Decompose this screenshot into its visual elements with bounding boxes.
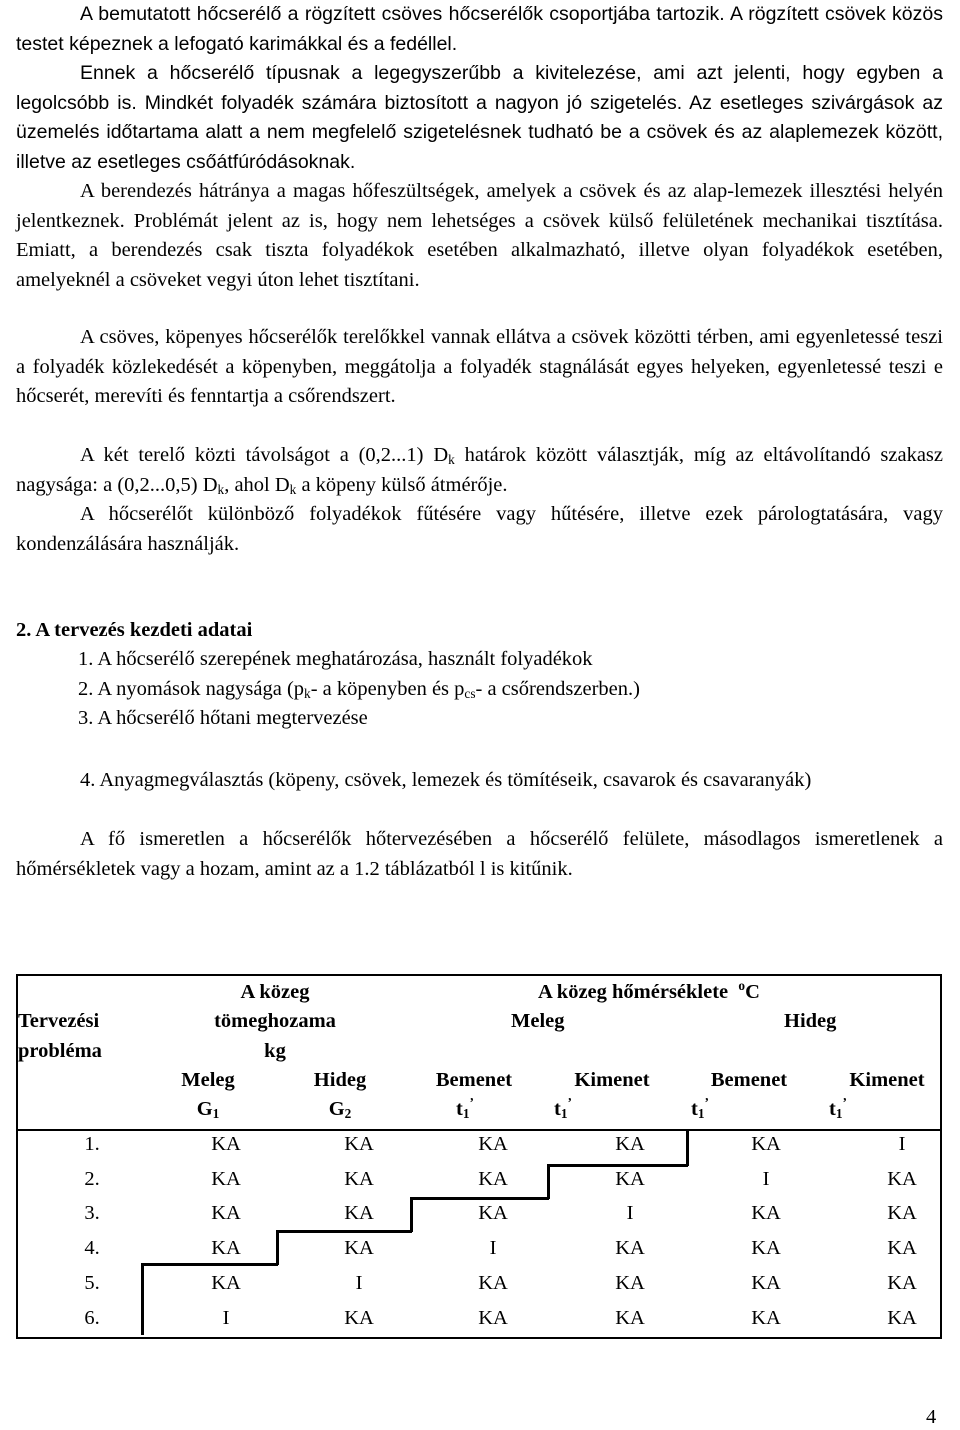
table-cell: KA <box>751 1133 781 1155</box>
staircase-divider <box>276 1230 279 1265</box>
paragraph-advantages: Ennek a hőcserélő típusnak a legegyszerűbb a kivitelezése, ami azt jelenti, hogy egyben a legolcsóbb is. Mindkét folyadék számára biztosított a nagyon jó szigetelés. Az esetleges szivárgások az üzemelés időtartama alatt a nem megfelelő szigetelésnek tudható be a csövek és az alaplemezek között, illetve az esetleges csőátfúródásoknak. <box>16 62 943 173</box>
row-number: 6. <box>84 1306 100 1329</box>
table-cell: KA <box>751 1271 781 1294</box>
table-cell: KA <box>615 1237 645 1260</box>
col-kimenet: Kimenet <box>574 1069 650 1091</box>
table-cell: I <box>489 1237 497 1260</box>
symbol-t1-prime: $t_1^’$ <box>554 1095 572 1121</box>
table-cell: KA <box>344 1167 374 1190</box>
table-cell: KA <box>211 1133 241 1155</box>
symbol-g2: $G_2$ <box>328 1098 352 1121</box>
table-cell: KA <box>478 1271 508 1294</box>
col-bemenet: Bemenet <box>710 1069 788 1091</box>
table-cell: KA <box>478 1202 508 1225</box>
col-meleg: Meleg <box>181 1069 235 1091</box>
col-hideg: Hideg <box>313 1069 367 1091</box>
table-cell: KA <box>211 1237 241 1260</box>
header-kg: kg <box>264 1040 286 1062</box>
list-item: 1. A hőcserélő szerepének meghatározása, használt folyadékok <box>78 648 593 670</box>
table-cell: KA <box>478 1167 508 1190</box>
staircase-divider <box>410 1197 413 1232</box>
header-tomeghozama: tömeghozama <box>214 1010 336 1032</box>
list-item: 3. A hőcserélő hőtani megtervezése <box>78 707 368 729</box>
table-cell: KA <box>615 1306 645 1329</box>
header-kozeg: A közeg <box>240 981 310 1003</box>
list-item: 4. Anyagmegválasztás (köpeny, csövek, lemezek és tömítéseik, csavarok és csavaranyák) <box>80 769 812 791</box>
table-cell: KA <box>211 1202 241 1225</box>
symbol-g1: $G_1$ <box>196 1098 220 1121</box>
staircase-divider <box>141 1263 144 1335</box>
page-number: 4 <box>926 1406 937 1428</box>
staircase-divider <box>547 1164 550 1199</box>
staircase-divider <box>686 1131 689 1166</box>
table-cell: KA <box>211 1167 241 1190</box>
table-cell: I <box>355 1271 363 1294</box>
row-number: 5. <box>84 1271 100 1294</box>
header-problema: probléma <box>18 1040 102 1062</box>
header-homerseklete: A közeg hőmérséklete $^o$C <box>538 978 760 1003</box>
table-cell: KA <box>887 1167 917 1190</box>
table-cell: KA <box>887 1306 917 1329</box>
row-number: 3. <box>84 1202 100 1225</box>
paragraph-disadvantages: A berendezés hátránya a magas hőfeszültségek, amelyek a csövek és az alap-lemezek illesztési helyén jelentkeznek. Problémát jelent az is, hogy nem lehetséges a csövek külső felületének mechanikai tisztítása. Emiatt, a berendezés csak tiszta folyadékok esetében alkalmazható, illetve olyan folyadékok esetében, amelyeknél a csöveket vegyi úton lehet tisztítani. <box>16 180 943 291</box>
symbol-t1-prime: $t_1^’$ <box>691 1095 709 1121</box>
paragraph-usage: A hőcserélőt különböző folyadékok fűtésére vagy hűtésére, illetve ezek párologtatására, vagy kondenzálására használják. <box>16 503 943 555</box>
staircase-divider <box>547 1164 688 1167</box>
header-tervezesi: Tervezési <box>18 1010 100 1032</box>
staircase-divider <box>410 1197 549 1200</box>
table-cell: KA <box>615 1271 645 1294</box>
header-divider <box>18 1129 940 1131</box>
table-cell: KA <box>478 1133 508 1155</box>
paragraph-unknowns: A fő ismeretlen a hőcserélők hőtervezésében a hőcserélő felülete, másodlagos ismeretlenek a hőmérsékletek vagy a hozam, amint az a 1.2 táblázatból l is kitűnik. <box>16 828 943 880</box>
table-cell: KA <box>887 1237 917 1260</box>
table-cell: KA <box>615 1167 645 1190</box>
table-cell: KA <box>478 1306 508 1329</box>
table-cell: KA <box>344 1202 374 1225</box>
row-number: 1. <box>84 1133 100 1155</box>
table-cell: KA <box>887 1202 917 1225</box>
table-cell: KA <box>344 1237 374 1260</box>
table-cell: I <box>222 1306 230 1329</box>
row-number: 2. <box>84 1167 100 1190</box>
table-cell: I <box>626 1202 634 1225</box>
table-cell: KA <box>887 1271 917 1294</box>
row-number: 4. <box>84 1237 100 1260</box>
header-meleg: Meleg <box>511 1010 565 1032</box>
design-problem-table <box>16 974 942 1339</box>
paragraph-baffles: A csöves, köpenyes hőcserélők terelőkkel vannak ellátva a csövek közötti térben, ami egyenletessé teszi a folyadék közlekedését a köpenyben, meggátolja a folyadék stagnálását egyes helyeken, egyenletessé teszi e hőcserét, merevíti és fenntartja a csőrendszert. <box>16 326 943 407</box>
table-cell: I <box>762 1167 770 1190</box>
table-cell: I <box>898 1133 906 1155</box>
staircase-divider <box>276 1230 412 1233</box>
paragraph-intro: A bemutatott hőcserélő a rögzített csöves hőcserélők csoportjába tartozik. A rögzített csövek közös testet képeznek a lefogató karimákkal és a fedéllel. <box>16 3 943 55</box>
table-cell: KA <box>615 1133 645 1155</box>
table-cell: KA <box>751 1202 781 1225</box>
col-kimenet: Kimenet <box>849 1069 925 1091</box>
table-cell: KA <box>344 1306 374 1329</box>
staircase-divider <box>141 1263 278 1266</box>
header-hideg: Hideg <box>784 1010 837 1032</box>
list-item: 2. A nyomások nagysága ($p_k-$ a köpenyben és $p_{cs}-$ a csőrendszerben.) <box>78 678 640 701</box>
symbol-t1-prime: $t_1^’$ <box>829 1095 847 1121</box>
paragraph-baffle-distance: A két terelő közti távolságot a (0,2...1) $D_k$ határok között választják, míg az eltávolítandó szakasz nagysága: a (0,2...0,5) $D_k$, ahol $D_k$ a köpeny külső átmérője. <box>16 444 943 497</box>
section-heading: 2. A tervezés kezdeti adatai <box>16 619 253 641</box>
table-cell: KA <box>751 1237 781 1260</box>
col-bemenet: Bemenet <box>435 1069 513 1091</box>
symbol-t1-prime: $t_1^’$ <box>456 1095 474 1121</box>
table-cell: KA <box>211 1271 241 1294</box>
table-cell: KA <box>751 1306 781 1329</box>
table-cell: KA <box>344 1133 374 1155</box>
